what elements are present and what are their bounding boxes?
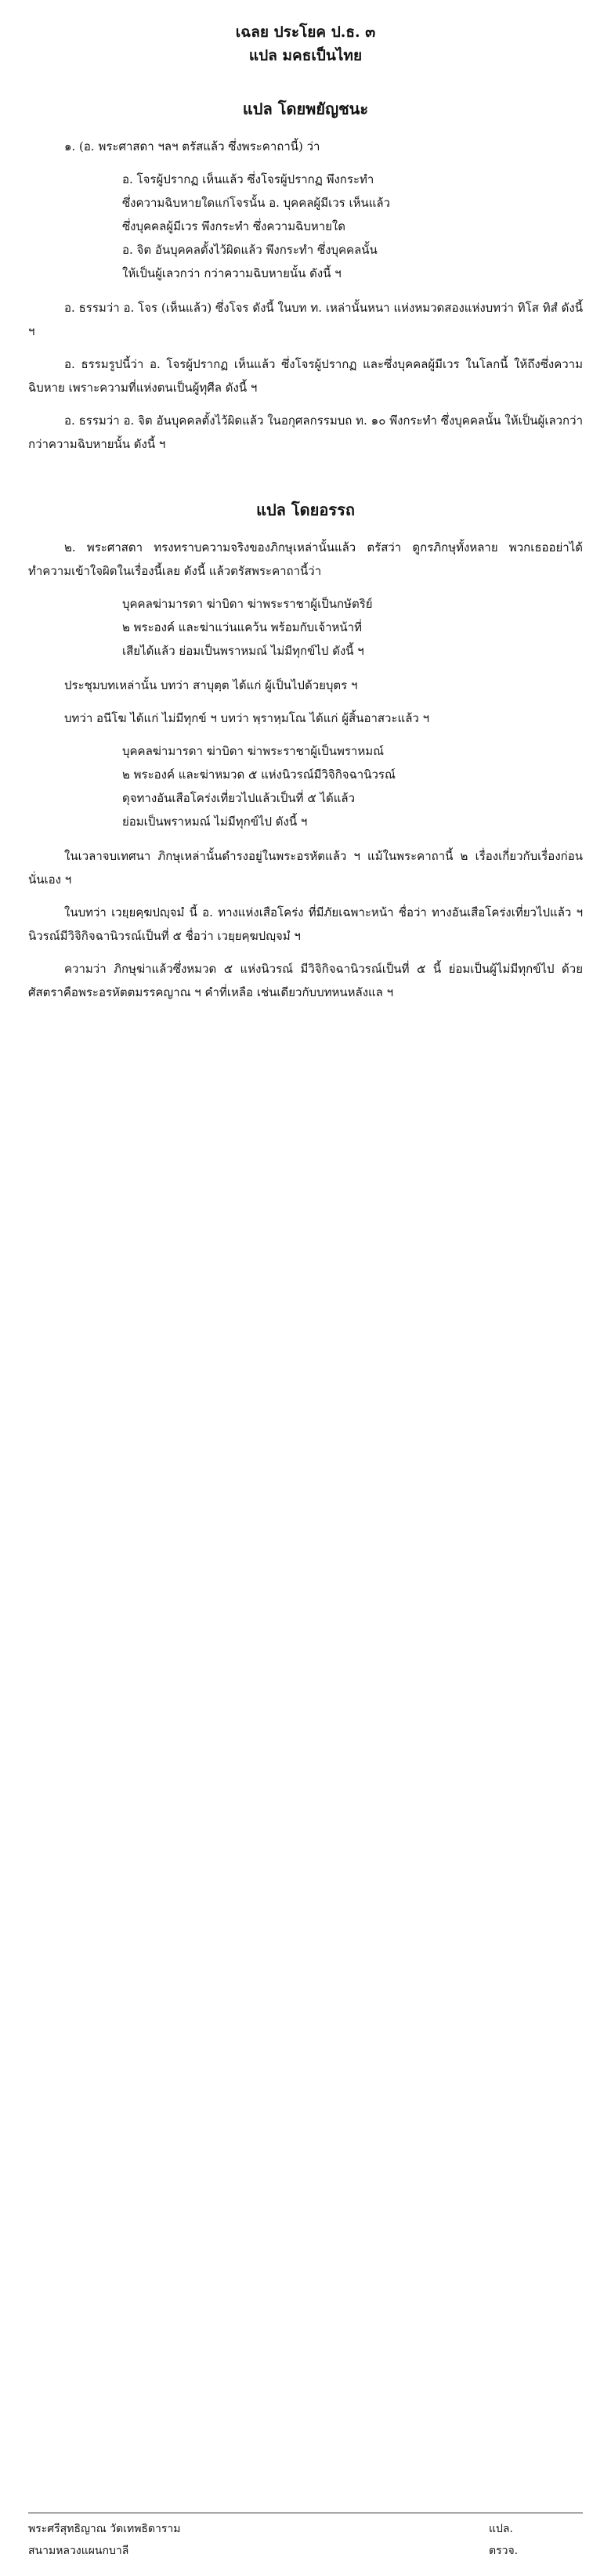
section2-paragraph-1: ๒. พระศาสดา ทรงทราบความจริงของภิกษุเหล่านั้นแล้ว ตรัสว่า ดูกรภิกษุทั้งหลาย พวกเธออย่าได้ทำความเข้าใจผิดในเรื่องนี้เลย ดังนี้ แล้วตรัสพระคาถานี้ว่า [28,540,583,578]
section2-paragraph-5: ในบทว่า เวยฺยคฺฆปญฺจมํ นี้ อ. ทางแห่งเสือโคร่ง ที่มีภัยเฉพาะหน้า ชื่อว่า ทางอันเสือโคร่งเที่ยวไปแล้ว ฯ นิวรณ์มีวิจิกิจฉานิวรณ์เป็นที่ ๕ ชื่อว่า เวยฺยคฺฆปญฺจมํ ฯ [28,905,583,943]
section2-paragraph-6: ความว่า ภิกษุฆ่าแล้วซึ่งหมวด ๕ แห่งนิวรณ์ มีวิจิกิจฉานิวรณ์เป็นที่ ๕ นี้ ย่อมเป็นผู้ไม่มีทุกข์ไป ด้วยศัสตราคือพระอรหัตตมรรคญาณ ฯ คำที่เหลือ เช่นเดียวกับบทหนหลังแล ฯ [28,962,583,999]
verse-line: ๒ พระองค์ และฆ่าหมวด ๕ แห่งนิวรณ์มีวิจิกิจฉานิวรณ์ [122,768,396,782]
section1-verse [122,168,583,285]
translator-role: แปล. [489,2523,513,2535]
verse-line: ย่อมเป็นพราหมณ์ ไม่มีทุกข์ไป ดังนี้ ฯ [122,815,308,829]
section1-paragraph-3: อ. ธรรมรูปนี้ว่า อ. โจรผู้ปรากฏ เห็นแล้ว ซึ่งโจรผู้ปรากฏ และซึ่งบุคคลผู้มีเวร ในโลกนี้ ให้ถึงซึ่งความฉิบหาย เพราะความที่แห่งตนเป็นผู้ทุศีล ดังนี้ ฯ [28,357,583,395]
verse-line: เสียได้แล้ว ย่อมเป็นพราหมณ์ ไม่มีทุกข์ไป ดังนี้ ฯ [122,644,364,658]
verse-line: ซึ่งความฉิบหายใดแก่โจรนั้น อ. บุคคลผู้มีเวร เห็นแล้ว [122,196,391,210]
verse-line: อ. จิต อันบุคคลตั้งไว้ผิดแล้ว พึงกระทำ ซึ่งบุคคลนั้น [122,243,378,257]
footer-translator-line [28,2513,583,2540]
verse-line: อ. โจรผู้ปรากฏ เห็นแล้ว ซึ่งโจรผู้ปรากฏ พึงกระทำ [122,172,374,186]
verse-line: ๒ พระองค์ และฆ่าแว่นแคว้น พร้อมกับเจ้าหน้าที่ [122,620,362,634]
exam-subtitle: แปล มคธเป็นไทย [248,47,363,64]
verse-line: ซึ่งบุคคลผู้มีเวร พึงกระทำ ซึ่งความฉิบหายใด [122,219,345,233]
section-title-literal: แปล โดยพยัญชนะ [242,99,369,118]
verse-line: ดุจทางอันเสือโคร่งเที่ยวไปแล้วเป็นที่ ๕ ได้แล้ว [122,791,356,805]
section2-paragraph-4: ในเวลาจบเทศนา ภิกษุเหล่านั้นดำรงอยู่ในพระอรหัตแล้ว ฯ แม้ในพระคาถานี้ ๒ เรื่องเกี่ยวกับเรื่องก่อนนั่นเอง ฯ [28,849,583,887]
section2-verse-1 [122,592,583,663]
section2-verse-2 [122,739,583,833]
section2-paragraph-2: ประชุมบทเหล่านั้น บทว่า สาบุตฺต ได้แก่ ผู้เป็นไปด้วยบุตร ฯ [64,678,358,692]
section2-paragraph-3: บทว่า อนีโฆ ได้แก่ ไม่มีทุกข์ ฯ บทว่า พฺราหฺมโณ ได้แก่ ผู้สิ้นอาสวะแล้ว ฯ [64,711,429,725]
section-title-meaning: แปล โดยอรรถ [256,500,355,519]
signature-footer [28,2513,583,2562]
exam-title: เฉลย ประโยค ป.ธ. ๓ [235,23,376,41]
translator-name: พระศรีสุทธิญาณ วัดเทพธิดาราม [28,2523,181,2535]
verse-line: ให้เป็นผู้เลวกว่า กว่าความฉิบหายนั้น ดังนี้ ฯ [122,266,342,280]
reviewer-name: สนามหลวงแผนกบาลี [28,2545,129,2557]
section1-paragraph-4: อ. ธรรมว่า อ. จิต อันบุคคลตั้งไว้ผิดแล้ว ในอกุศลกรรมบถ ท. ๑๐ พึงกระทำ ซึ่งบุคคลนั้น ให้เป็นผู้เลวกว่า กว่าความฉิบหายนั้น ดังนี้ ฯ [28,414,583,451]
reviewer-role: ตรวจ. [489,2545,519,2557]
section1-paragraph-2: อ. ธรรมว่า อ. โจร (เห็นแล้ว) ซึ่งโจร ดังนี้ ในบท ท. เหล่านั้นหนา แห่งหมวดสองแห่งบทว่า ทิโส ทิสํ ดังนี้ ฯ [28,301,583,338]
verse-line: บุคคลฆ่ามารดา ฆ่าบิดา ฆ่าพระราชาผู้เป็นพราหมณ์ [122,744,385,758]
section1-paragraph-1: ๑. (อ. พระศาสดา ฯลฯ ตรัสแล้ว ซึ่งพระคาถานี้) ว่า [64,139,320,154]
footer-reviewer-line [28,2540,583,2562]
verse-line: บุคคลฆ่ามารดา ฆ่าบิดา ฆ่าพระราชาผู้เป็นกษัตริย์ [122,597,373,611]
